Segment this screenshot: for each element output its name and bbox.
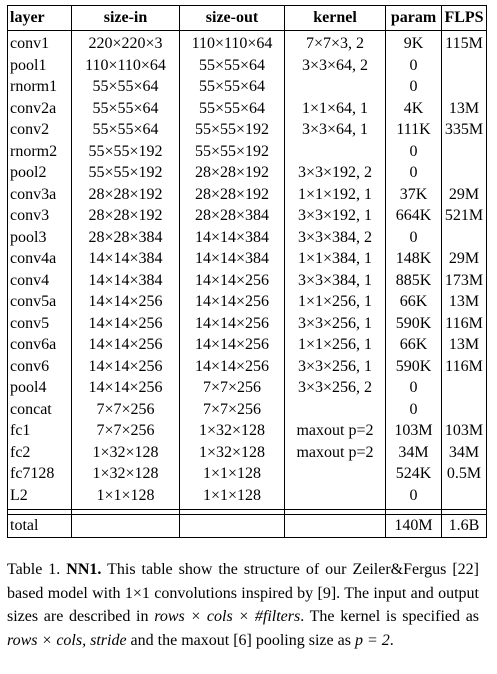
cell-layer: fc7128: [8, 463, 72, 485]
cell-size-out: 1×1×128: [180, 485, 285, 510]
cell-flps: [442, 227, 487, 249]
cell-size-out: 14×14×256: [180, 270, 285, 292]
cell-size-in: 28×28×384: [72, 227, 180, 249]
table-row: [8, 227, 487, 249]
cell-layer: conv6a: [8, 334, 72, 356]
table-row: [8, 463, 487, 485]
cell-size-in: 55×55×64: [72, 98, 180, 120]
cell-kernel: 3×3×192, 1: [285, 205, 386, 227]
cell-layer: conv6: [8, 356, 72, 378]
caption-text-4: .: [389, 631, 394, 649]
cell-layer: pool3: [8, 227, 72, 249]
cell-flps: 29M: [442, 184, 487, 206]
cell-layer: conv3a: [8, 184, 72, 206]
cell-layer: pool4: [8, 377, 72, 399]
cell-param: 4K: [386, 98, 442, 120]
total-param: 140M: [386, 515, 442, 538]
cell-size-out: 7×7×256: [180, 377, 285, 399]
header-param: param: [386, 6, 442, 31]
table-row: [8, 76, 487, 98]
cell-kernel: 3×3×384, 1: [285, 270, 386, 292]
header-flps: FLPS: [442, 6, 487, 31]
caption-text-1: This table show the structure of our Zeiler&Fergus [22] based model with 1×1 convolutions inspired by [9]. The input and output sizes are described in: [7, 561, 480, 625]
cell-kernel: 1×1×192, 1: [285, 184, 386, 206]
cell-flps: 116M: [442, 313, 487, 335]
cell-param: 0: [386, 377, 442, 399]
cell-size-out: 14×14×256: [180, 313, 285, 335]
cell-size-in: 14×14×384: [72, 248, 180, 270]
table-row: [8, 205, 487, 227]
table-row: [8, 356, 487, 378]
table-caption: [7, 558, 479, 652]
cell-kernel: 1×1×64, 1: [285, 98, 386, 120]
cell-param: 0: [386, 162, 442, 184]
cell-layer: pool2: [8, 162, 72, 184]
table-row: [8, 313, 487, 335]
cell-size-in: 55×55×64: [72, 119, 180, 141]
table-row: [8, 270, 487, 292]
table-row: [8, 420, 487, 442]
cell-kernel: 1×1×384, 1: [285, 248, 386, 270]
cell-size-out: 1×32×128: [180, 420, 285, 442]
cell-flps: 13M: [442, 334, 487, 356]
cell-kernel: [285, 485, 386, 510]
cell-param: 37K: [386, 184, 442, 206]
header-kernel: kernel: [285, 6, 386, 31]
table-row: [8, 442, 487, 464]
cell-flps: [442, 76, 487, 98]
cell-param: 664K: [386, 205, 442, 227]
caption-text-3: and the maxout [6] pooling size as: [130, 631, 351, 649]
table-header-row: [8, 6, 487, 31]
total-flps: 1.6B: [442, 515, 487, 538]
cell-layer: rnorm2: [8, 141, 72, 163]
cell-param: 66K: [386, 334, 442, 356]
cell-kernel: 3×3×64, 2: [285, 55, 386, 77]
cell-kernel: 3×3×64, 1: [285, 119, 386, 141]
cell-size-out: 14×14×256: [180, 356, 285, 378]
cell-layer: concat: [8, 399, 72, 421]
table-total-section: [8, 515, 487, 538]
table-body: [8, 31, 487, 510]
cell-param: 148K: [386, 248, 442, 270]
cell-kernel: 3×3×384, 2: [285, 227, 386, 249]
cell-param: 590K: [386, 313, 442, 335]
cell-param: 111K: [386, 119, 442, 141]
caption-label: Table 1.: [7, 561, 61, 578]
cell-size-in: 55×55×64: [72, 76, 180, 98]
cell-flps: [442, 55, 487, 77]
cell-param: 0: [386, 227, 442, 249]
cell-flps: 13M: [442, 98, 487, 120]
total-row: [8, 515, 487, 538]
cell-size-out: 28×28×384: [180, 205, 285, 227]
cell-layer: fc2: [8, 442, 72, 464]
cell-kernel: [285, 76, 386, 98]
cell-param: 0: [386, 399, 442, 421]
cell-size-in: 220×220×3: [72, 31, 180, 55]
cell-param: 34M: [386, 442, 442, 464]
cell-size-in: 14×14×384: [72, 270, 180, 292]
cell-kernel: [285, 463, 386, 485]
cell-size-in: 28×28×192: [72, 184, 180, 206]
cell-size-in: 14×14×256: [72, 356, 180, 378]
cell-layer: conv4a: [8, 248, 72, 270]
cell-param: 103M: [386, 420, 442, 442]
cell-size-out: 14×14×256: [180, 291, 285, 313]
cell-layer: conv2a: [8, 98, 72, 120]
cell-size-in: 7×7×256: [72, 399, 180, 421]
cell-layer: rnorm1: [8, 76, 72, 98]
caption-text-2: . The kernel is specified as: [300, 608, 480, 625]
cell-size-out: 7×7×256: [180, 399, 285, 421]
table-row: [8, 98, 487, 120]
total-size-out: [180, 515, 285, 538]
cell-kernel: 3×3×192, 2: [285, 162, 386, 184]
table-row: [8, 485, 487, 510]
cell-size-out: 110×110×64: [180, 31, 285, 55]
cell-param: 0: [386, 141, 442, 163]
cell-size-in: 1×32×128: [72, 463, 180, 485]
cell-layer: conv5: [8, 313, 72, 335]
cell-size-out: 14×14×256: [180, 334, 285, 356]
cell-layer: conv1: [8, 31, 72, 55]
cell-flps: 115M: [442, 31, 487, 55]
cell-layer: conv5a: [8, 291, 72, 313]
cell-layer: L2: [8, 485, 72, 510]
cell-param: 9K: [386, 31, 442, 55]
cell-size-out: 1×1×128: [180, 463, 285, 485]
total-size-in: [72, 515, 180, 538]
table-row: [8, 377, 487, 399]
cell-kernel: 7×7×3, 2: [285, 31, 386, 55]
table-row: [8, 334, 487, 356]
cell-layer: fc1: [8, 420, 72, 442]
cell-size-out: 28×28×192: [180, 162, 285, 184]
cell-size-out: 1×32×128: [180, 442, 285, 464]
cell-flps: 173M: [442, 270, 487, 292]
table-row: [8, 55, 487, 77]
total-label: total: [8, 515, 72, 538]
cell-kernel: 3×3×256, 1: [285, 356, 386, 378]
table-row: [8, 162, 487, 184]
cell-kernel: 3×3×256, 2: [285, 377, 386, 399]
cell-param: 885K: [386, 270, 442, 292]
caption-math-1: rows × cols × #filters: [154, 608, 301, 625]
cell-flps: 116M: [442, 356, 487, 378]
cell-size-in: 28×28×192: [72, 205, 180, 227]
cell-kernel: [285, 399, 386, 421]
cell-size-out: 14×14×384: [180, 248, 285, 270]
caption-model-name: NN1.: [66, 561, 102, 578]
cell-size-out: 55×55×64: [180, 76, 285, 98]
nn1-structure-table: [7, 5, 487, 538]
cell-layer: conv4: [8, 270, 72, 292]
caption-math-3: p = 2: [354, 631, 390, 649]
cell-flps: 0.5M: [442, 463, 487, 485]
cell-size-in: 14×14×256: [72, 334, 180, 356]
table-row: [8, 141, 487, 163]
cell-kernel: 3×3×256, 1: [285, 313, 386, 335]
cell-size-in: 14×14×256: [72, 313, 180, 335]
cell-size-out: 55×55×64: [180, 55, 285, 77]
header-size-in: size-in: [72, 6, 180, 31]
cell-param: 590K: [386, 356, 442, 378]
cell-size-in: 14×14×256: [72, 377, 180, 399]
cell-param: 66K: [386, 291, 442, 313]
cell-flps: [442, 485, 487, 510]
header-layer: layer: [8, 6, 72, 31]
table-row: [8, 31, 487, 55]
cell-size-out: 14×14×384: [180, 227, 285, 249]
table-row: [8, 248, 487, 270]
cell-param: 0: [386, 55, 442, 77]
cell-param: 524K: [386, 463, 442, 485]
cell-flps: [442, 377, 487, 399]
cell-size-in: 14×14×256: [72, 291, 180, 313]
header-size-out: size-out: [180, 6, 285, 31]
table-row: [8, 291, 487, 313]
table-row: [8, 399, 487, 421]
cell-size-out: 55×55×64: [180, 98, 285, 120]
cell-layer: conv2: [8, 119, 72, 141]
cell-flps: [442, 162, 487, 184]
cell-size-in: 7×7×256: [72, 420, 180, 442]
cell-size-out: 55×55×192: [180, 119, 285, 141]
cell-kernel: [285, 141, 386, 163]
cell-size-in: 110×110×64: [72, 55, 180, 77]
cell-param: 0: [386, 485, 442, 510]
cell-flps: 521M: [442, 205, 487, 227]
cell-flps: [442, 141, 487, 163]
cell-size-out: 28×28×192: [180, 184, 285, 206]
total-kernel: [285, 515, 386, 538]
cell-kernel: 1×1×256, 1: [285, 291, 386, 313]
cell-size-in: 55×55×192: [72, 162, 180, 184]
cell-size-in: 1×32×128: [72, 442, 180, 464]
caption-math-2: rows × cols, stride: [7, 631, 127, 649]
cell-flps: 13M: [442, 291, 487, 313]
cell-layer: pool1: [8, 55, 72, 77]
cell-kernel: maxout p=2: [285, 442, 386, 464]
cell-size-in: 55×55×192: [72, 141, 180, 163]
cell-size-in: 1×1×128: [72, 485, 180, 510]
cell-flps: 103M: [442, 420, 487, 442]
cell-flps: 29M: [442, 248, 487, 270]
table-row: [8, 119, 487, 141]
cell-param: 0: [386, 76, 442, 98]
table-row: [8, 184, 487, 206]
cell-flps: [442, 399, 487, 421]
cell-kernel: 1×1×256, 1: [285, 334, 386, 356]
structure-table-container: [7, 5, 486, 538]
cell-kernel: maxout p=2: [285, 420, 386, 442]
cell-size-out: 55×55×192: [180, 141, 285, 163]
cell-flps: 34M: [442, 442, 487, 464]
cell-layer: conv3: [8, 205, 72, 227]
cell-flps: 335M: [442, 119, 487, 141]
